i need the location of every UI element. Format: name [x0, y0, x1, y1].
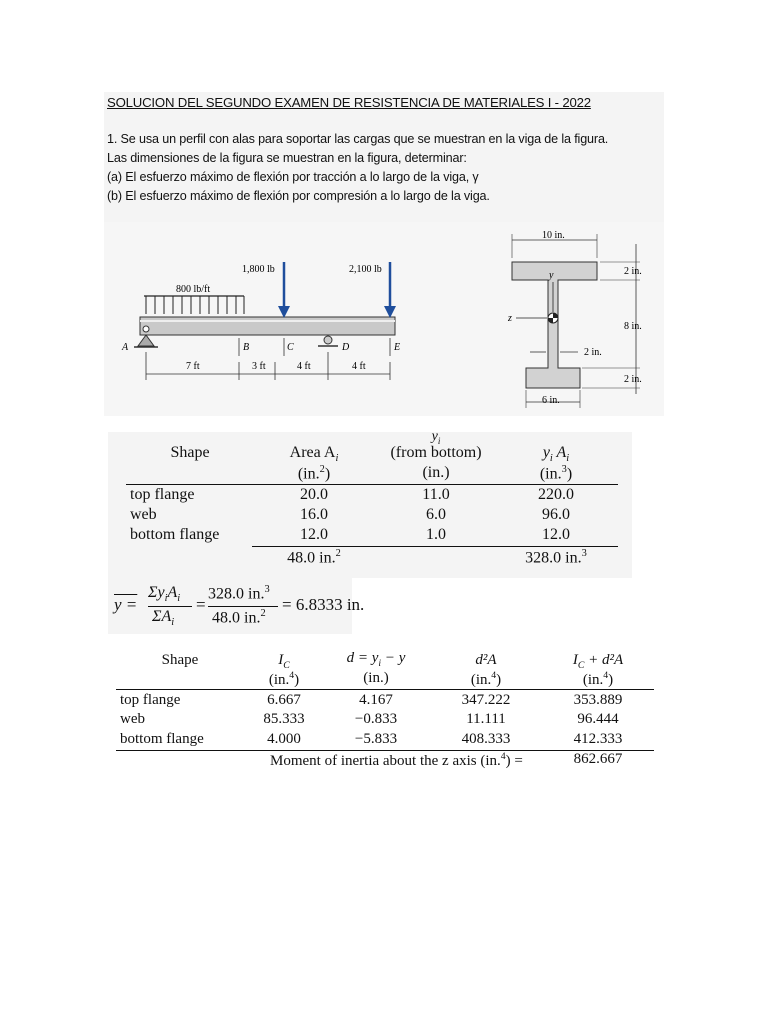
distributed-load-label: 800 lb/ft — [176, 284, 211, 295]
table-cell: 11.111 — [466, 711, 506, 727]
total-yiai: 328.0 in.$^3$ — [525, 548, 587, 567]
point-b-label: B — [243, 342, 250, 353]
roller-support — [324, 336, 332, 344]
paragraph-line: Las dimensiones de la figura se muestran en la figura, determinar: — [107, 151, 467, 165]
z-axis-label: z — [508, 313, 512, 324]
header-ic-unit: (in.$^4$) — [268, 670, 300, 688]
header-area: Area $A_i$ — [289, 444, 339, 465]
moment-of-inertia-value: 862.667 — [573, 751, 623, 767]
table-cell: 4.167 — [359, 692, 393, 708]
table-cell: 6.667 — [267, 692, 301, 708]
centroid-table — [108, 429, 632, 578]
table-row-label: web — [120, 711, 145, 727]
table-cell: 20.0 — [300, 486, 328, 503]
table-cell: 96.0 — [542, 506, 570, 523]
table-cell: 408.333 — [461, 731, 511, 747]
header-yiai: $y_i$ $A_i$ — [542, 444, 570, 465]
total-area: 48.0 in.$^2$ — [287, 548, 341, 567]
table-cell: 96.444 — [577, 711, 619, 727]
table-cell: −5.833 — [354, 731, 398, 747]
header-d: $d = y_i - y$ — [346, 650, 406, 669]
load-1-label: 1,800 lb — [242, 264, 275, 275]
header-yi-desc: (from bottom) — [390, 444, 482, 461]
table-cell: 353.889 — [573, 692, 623, 708]
header-yi: $y_i$ — [431, 429, 441, 446]
header-ic: $I_C$ — [278, 652, 290, 671]
distributed-load-arrows — [146, 296, 244, 314]
header-d2a-unit: (in.$^4$) — [470, 670, 502, 688]
table-cell: 220.0 — [538, 486, 574, 503]
top-flange-thickness-label: 2 in. — [624, 266, 642, 277]
span-label: 4 ft — [297, 361, 311, 372]
point-d-label: D — [342, 342, 350, 353]
pin-support — [138, 335, 154, 346]
point-c-label: C — [287, 342, 294, 353]
table-cell: 6.0 — [426, 506, 446, 523]
moment-of-inertia-label: Moment of inertia about the z axis (in.$^4$) = — [270, 751, 523, 769]
table-row-label: web — [130, 506, 157, 523]
formula-equals: = — [196, 595, 206, 614]
beam — [140, 317, 395, 335]
header-total: $I_C + d^2A$ — [572, 652, 624, 671]
table-cell: 1.0 — [426, 526, 446, 543]
header-d2a: d²A — [475, 652, 497, 668]
span-label: 7 ft — [186, 361, 200, 372]
table-cell: 347.222 — [461, 692, 511, 708]
y-axis-label: y — [549, 270, 554, 281]
table-cell: 16.0 — [300, 506, 328, 523]
point-e-label: E — [394, 342, 401, 353]
formula-numerator: $\Sigma y_iA_i$ — [148, 584, 181, 605]
table-row-label: bottom flange — [130, 526, 220, 543]
formula-result: = 6.8333 in. — [282, 595, 365, 614]
load-2-label: 2,100 lb — [349, 264, 382, 275]
formula-numerator-value: 328.0 in.$^3$ — [208, 584, 270, 603]
point-a-label: A — [122, 342, 129, 353]
bottom-flange-width-label: 6 in. — [542, 395, 560, 406]
formula-denominator: $\Sigma A_i$ — [152, 608, 175, 629]
web-thickness-label: 2 in. — [584, 347, 602, 358]
table-row-label: bottom flange — [120, 731, 204, 747]
centroid-formula — [108, 578, 365, 634]
header-yiai-unit: (in.$^3$) — [539, 464, 573, 483]
table-row-label: top flange — [130, 486, 195, 503]
table-cell: 85.333 — [263, 711, 305, 727]
cross-section-diagram — [500, 222, 660, 416]
header-total-unit: (in.$^4$) — [582, 670, 614, 688]
header-area-unit: (in.$^2$) — [297, 464, 331, 483]
bottom-flange-thickness-label: 2 in. — [624, 374, 642, 385]
beam-diagram — [104, 222, 404, 416]
table-cell: 11.0 — [422, 486, 450, 503]
flange-width-label: 10 in. — [542, 230, 565, 241]
table-row-label: top flange — [120, 692, 181, 708]
inertia-table — [108, 648, 664, 772]
table-cell: 12.0 — [300, 526, 328, 543]
header-shape: Shape — [161, 652, 199, 668]
table-cell: 412.333 — [573, 731, 623, 747]
header-yi-unit: (in.) — [422, 464, 450, 481]
formula-lhs: y = — [114, 595, 138, 614]
paragraph-line: (a) El esfuerzo máximo de flexión por tracción a lo largo de la viga, γ — [107, 170, 479, 184]
formula-denominator-value: 48.0 in.$^2$ — [212, 608, 266, 627]
web-height-label: 8 in. — [624, 321, 642, 332]
table-cell: 4.000 — [267, 731, 301, 747]
table-cell: −0.833 — [354, 711, 398, 727]
table-cell: 12.0 — [542, 526, 570, 543]
span-label: 3 ft — [252, 361, 266, 372]
header-shape: Shape — [170, 444, 210, 461]
section-shape — [512, 262, 597, 388]
paragraph-line: (b) El esfuerzo máximo de flexión por compresión a lo largo de la viga. — [107, 189, 490, 203]
paragraph-line: 1. Se usa un perfil con alas para soportar las cargas que se muestran en la viga de la figura. — [107, 132, 609, 146]
span-label: 4 ft — [352, 361, 366, 372]
document-title: SOLUCION DEL SEGUNDO EXAMEN DE RESISTENCIA DE MATERIALES I - 2022 — [107, 95, 591, 110]
header-d-unit: (in.) — [363, 670, 389, 686]
